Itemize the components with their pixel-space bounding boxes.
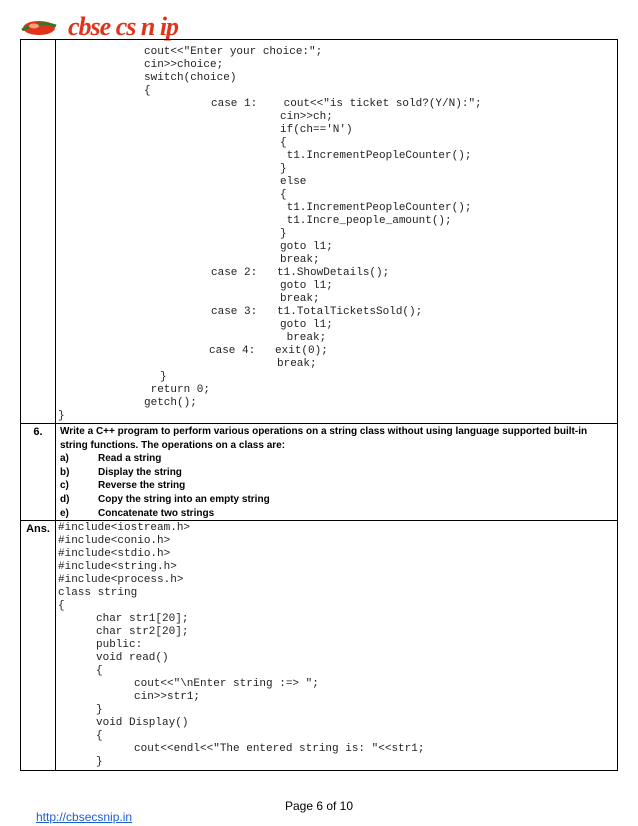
code-line: void read() [96, 652, 169, 665]
code-cell [56, 40, 618, 424]
code-line: cout<<"\nEnter string :=> "; [134, 678, 319, 691]
logo-swoosh-icon [20, 18, 58, 38]
option-item [60, 507, 614, 521]
logo-text: cbse cs n ip [68, 12, 179, 41]
code-line: break; [280, 254, 320, 266]
code-line: if(ch=='N') [280, 124, 353, 136]
code-line: case 2: t1.ShowDetails(); [211, 267, 390, 279]
option-item [60, 452, 614, 466]
code-line: t1.Incre_people_amount(); [280, 215, 452, 227]
code-line: cin>>choice; [144, 59, 224, 71]
number-cell [21, 40, 56, 424]
code-line: } [58, 410, 65, 422]
table-row [21, 424, 618, 521]
option-item [60, 493, 614, 507]
code-line: cout<<"Enter your choice:"; [144, 46, 323, 58]
option-label: b) [60, 466, 70, 478]
code-line: char str1[20]; [96, 613, 189, 626]
option-label: a) [60, 453, 69, 465]
option-text: Read a string [98, 453, 162, 465]
option-item [60, 479, 614, 493]
option-text: Display the string [98, 466, 182, 478]
code-line: switch(choice) [144, 72, 237, 84]
code-line: break; [277, 358, 317, 370]
code-line: return 0; [144, 384, 211, 396]
code-line: break; [280, 332, 327, 344]
code-line: goto l1; [280, 319, 333, 331]
code-line: class string [58, 587, 138, 600]
code-line: else [280, 176, 307, 188]
code-line: } [96, 704, 103, 717]
code-line: t1.IncrementPeopleCounter(); [280, 150, 472, 162]
table-row [21, 40, 618, 424]
code-line: case 4: exit(0); [209, 345, 328, 357]
code-line: { [144, 85, 151, 97]
code-line: } [280, 163, 287, 175]
code-line: case 3: t1.TotalTicketsSold(); [211, 306, 423, 318]
code-line: #include<stdio.h> [58, 548, 171, 561]
code-line: case 1: cout<<"is ticket sold?(Y/N):"; [211, 98, 482, 110]
table-row [21, 521, 618, 771]
option-label: c) [60, 480, 69, 492]
content-table [20, 39, 618, 771]
question-text: Write a C++ program to perform various operations on a string class without using language supported built-in string functions. The operations on a class are: [60, 426, 588, 451]
code-line: { [280, 189, 287, 201]
code-line: char str2[20]; [96, 626, 189, 639]
code-line: #include<string.h> [58, 561, 177, 574]
code-line: cin>>ch; [280, 111, 333, 123]
code-line: getch(); [144, 397, 197, 409]
question-cell [56, 424, 618, 521]
site-logo[interactable] [20, 6, 220, 40]
code-line: { [96, 730, 103, 743]
code-line: void Display() [96, 717, 189, 730]
code-line: } [160, 371, 167, 383]
answer-label: Ans. [21, 521, 56, 771]
option-text: Reverse the string [98, 480, 186, 492]
code-line: } [280, 228, 287, 240]
code-line: goto l1; [280, 280, 333, 292]
option-text: Concatenate two strings [98, 507, 215, 519]
site-link[interactable]: http://cbsecsnip.in [36, 810, 133, 824]
code-line: #include<conio.h> [58, 535, 171, 548]
code-line: #include<process.h> [58, 574, 184, 587]
option-label: e) [60, 507, 69, 519]
code-line: t1.IncrementPeopleCounter(); [280, 202, 472, 214]
code-line: #include<iostream.h> [58, 522, 191, 535]
code-line: { [280, 137, 287, 149]
answer-code-block [56, 521, 617, 769]
code-line: cin>>str1; [134, 691, 201, 704]
page-number: Page 6 of 10 [284, 799, 354, 813]
code-line: cout<<endl<<"The entered string is: "<<str1; [134, 743, 425, 756]
option-label: d) [60, 493, 70, 505]
code-line: } [96, 756, 103, 769]
code-line: { [96, 665, 103, 678]
answer-code-cell [56, 521, 618, 771]
options-list [60, 452, 614, 520]
code-block [56, 40, 617, 423]
code-line: public: [96, 639, 143, 652]
question-text-block [56, 424, 617, 520]
option-item [60, 466, 614, 480]
code-line: goto l1; [280, 241, 333, 253]
code-line: { [58, 600, 65, 613]
question-number: 6. [21, 424, 56, 521]
option-text: Copy the string into an empty string [98, 493, 270, 505]
code-line: break; [280, 293, 320, 305]
